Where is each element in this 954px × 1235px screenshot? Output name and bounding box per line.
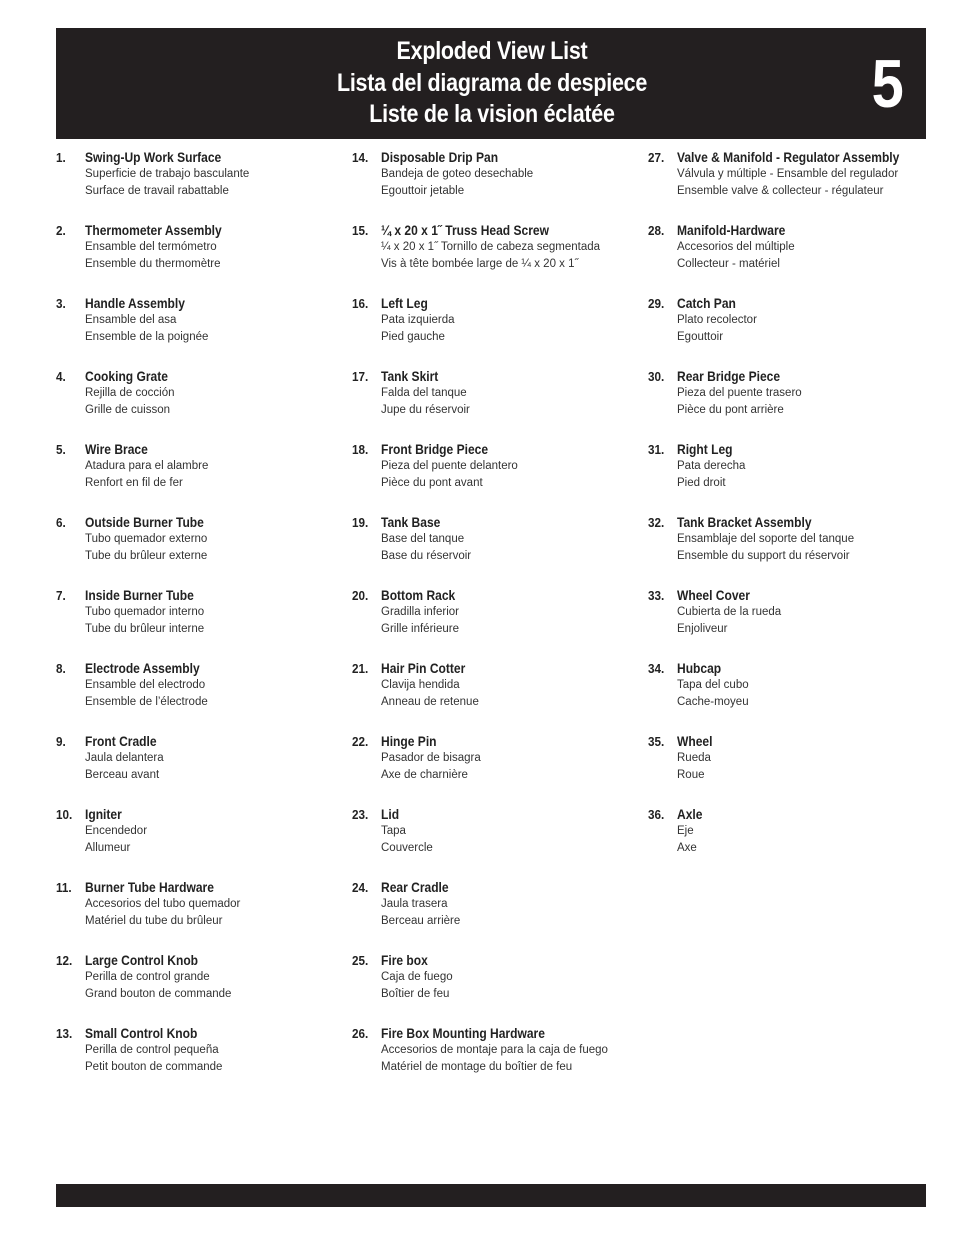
- part-name-spanish: Falda del tanque: [381, 387, 467, 399]
- part-number: 19.: [352, 515, 369, 530]
- part-text-group: [381, 149, 641, 199]
- part-text-group: [85, 1025, 345, 1075]
- part-name-french: Vis à tête bombée large de ¼ x 20 x 1˝: [381, 257, 579, 270]
- part-name-spanish: Cubierta de la rueda: [677, 606, 782, 618]
- part-name-spanish: Clavija hendida: [381, 679, 460, 691]
- part-name-french: Petit bouton de commande: [85, 1060, 223, 1073]
- part-number: 30.: [648, 369, 665, 384]
- part-name-french: Tube du brûleur interne: [85, 622, 205, 635]
- part-name-spanish: Accesorios del tubo quemador: [85, 898, 241, 910]
- part-name-spanish: Válvula y múltiple - Ensamble del regulador: [677, 168, 899, 180]
- part-name-french: Matériel du tube du brûleur: [85, 914, 223, 927]
- part-name-english: Manifold-Hardware: [677, 222, 786, 238]
- part-name-french: Tube du brûleur externe: [85, 549, 208, 562]
- part-name-french: Egouttoir jetable: [381, 184, 465, 197]
- part-name-french: Surface de travail rabattable: [85, 184, 229, 197]
- part-number: 28.: [648, 223, 665, 238]
- part-text-group: [677, 733, 937, 783]
- part-number: 10.: [56, 807, 73, 822]
- part-name-spanish: Tapa del cubo: [677, 679, 749, 691]
- part-name-english: Disposable Drip Pan: [381, 149, 499, 165]
- part-name-spanish: Pata izquierda: [381, 314, 455, 326]
- part-name-french: Berceau avant: [85, 768, 160, 781]
- part-name-spanish: Pieza del puente delantero: [381, 460, 518, 472]
- part-name-french: Pied gauche: [381, 330, 445, 343]
- part-name-french: Base du réservoir: [381, 549, 472, 562]
- part-name-english: Outside Burner Tube: [85, 514, 204, 530]
- part-name-spanish: Superficie de trabajo basculante: [85, 168, 250, 180]
- part-name-spanish: Ensamble del termómetro: [85, 241, 217, 253]
- part-name-spanish: Tapa: [381, 825, 406, 837]
- part-name-spanish: Ensamblaje del soporte del tanque: [677, 533, 855, 545]
- part-number: 3.: [56, 296, 66, 311]
- part-text-group: [85, 879, 345, 929]
- part-name-french: Roue: [677, 768, 705, 781]
- part-name-french: Collecteur - matériel: [677, 257, 780, 270]
- part-text-group: [677, 441, 937, 491]
- part-name-spanish: Rueda: [677, 752, 711, 764]
- part-name-spanish: ¼ x 20 x 1˝ Tornillo de cabeza segmentada: [381, 241, 601, 253]
- part-number: 36.: [648, 807, 665, 822]
- part-name-french: Couvercle: [381, 841, 433, 854]
- part-name-english: Left Leg: [381, 295, 428, 311]
- part-name-french: Enjoliveur: [677, 622, 728, 635]
- part-name-english: Valve & Manifold - Regulator Assembly: [677, 149, 900, 165]
- part-name-english: Bottom Rack: [381, 587, 456, 603]
- part-number: 20.: [352, 588, 369, 603]
- part-number: 4.: [56, 369, 66, 384]
- part-name-english: Front Bridge Piece: [381, 441, 489, 457]
- part-text-group: [677, 222, 937, 272]
- part-text-group: [85, 660, 345, 710]
- part-name-english: Wheel Cover: [677, 587, 750, 603]
- part-text-group: [381, 806, 641, 856]
- part-text-group: [85, 149, 345, 199]
- part-name-english: Rear Cradle: [381, 879, 449, 895]
- part-text-group: [677, 149, 937, 199]
- part-number: 35.: [648, 734, 665, 749]
- part-number: 8.: [56, 661, 66, 676]
- part-name-english: Small Control Knob: [85, 1025, 198, 1041]
- part-number: 7.: [56, 588, 66, 603]
- part-name-spanish: Accesorios de montaje para la caja de fuego: [381, 1044, 608, 1056]
- part-text-group: [85, 368, 345, 418]
- part-number: 1.: [56, 150, 66, 165]
- part-name-english: Lid: [381, 806, 400, 822]
- part-number: 18.: [352, 442, 369, 457]
- part-number: 23.: [352, 807, 369, 822]
- part-name-french: Ensemble valve & collecteur - régulateur: [677, 184, 884, 197]
- part-number: 13.: [56, 1026, 73, 1041]
- part-name-english: Tank Base: [381, 514, 441, 530]
- part-text-group: [677, 368, 937, 418]
- part-text-group: [85, 514, 345, 564]
- part-name-spanish: Jaula delantera: [85, 752, 164, 764]
- part-name-spanish: Pata derecha: [677, 460, 746, 472]
- part-name-english: Rear Bridge Piece: [677, 368, 781, 384]
- part-number: 14.: [352, 150, 369, 165]
- part-text-group: [677, 295, 937, 345]
- part-name-french: Jupe du réservoir: [381, 403, 470, 416]
- part-name-english: Hair Pin Cotter: [381, 660, 466, 676]
- part-name-french: Pièce du pont avant: [381, 476, 483, 489]
- part-text-group: [381, 587, 641, 637]
- part-name-english: Cooking Grate: [85, 368, 168, 384]
- part-name-spanish: Pieza del puente trasero: [677, 387, 802, 399]
- part-text-group: [381, 1025, 641, 1075]
- part-name-french: Cache-moyeu: [677, 695, 749, 708]
- part-number: 16.: [352, 296, 369, 311]
- header-titles: [56, 36, 928, 131]
- part-name-english: Burner Tube Hardware: [85, 879, 214, 895]
- part-name-english: Hinge Pin: [381, 733, 437, 749]
- part-number: 5.: [56, 442, 66, 457]
- part-name-french: Pièce du pont arrière: [677, 403, 784, 416]
- part-name-french: Pied droit: [677, 476, 726, 489]
- footer-bar: [56, 1184, 926, 1207]
- part-name-english: Inside Burner Tube: [85, 587, 194, 603]
- title-french: Liste de la vision éclatée: [369, 100, 615, 128]
- part-name-spanish: Perilla de control pequeña: [85, 1044, 219, 1056]
- part-number: 34.: [648, 661, 665, 676]
- part-number: 2.: [56, 223, 66, 238]
- title-spanish: Lista del diagrama de despiece: [336, 68, 648, 97]
- title-english: Exploded View List: [396, 37, 588, 65]
- part-name-spanish: Bandeja de goteo desechable: [381, 168, 534, 180]
- part-name-english: Front Cradle: [85, 733, 157, 749]
- part-name-english: Axle: [677, 806, 703, 822]
- part-text-group: [381, 660, 641, 710]
- part-name-french: Renfort en fil de fer: [85, 476, 183, 489]
- part-text-group: [677, 806, 937, 856]
- part-text-group: [381, 952, 641, 1002]
- part-name-spanish: Pasador de bisagra: [381, 752, 481, 764]
- part-number: 15.: [352, 223, 369, 238]
- part-name-spanish: Tubo quemador externo: [85, 533, 208, 545]
- part-text-group: [381, 222, 641, 272]
- part-name-french: Egouttoir: [677, 330, 724, 343]
- part-name-english: Handle Assembly: [85, 295, 185, 311]
- part-name-french: Boîtier de feu: [381, 987, 450, 1000]
- part-text-group: [85, 587, 345, 637]
- part-name-french: Matériel de montage du boîtier de feu: [381, 1060, 573, 1073]
- part-name-spanish: Base del tanque: [381, 533, 465, 545]
- part-name-spanish: Gradilla inferior: [381, 606, 459, 618]
- part-name-english: Igniter: [85, 806, 122, 822]
- part-number: 27.: [648, 150, 665, 165]
- part-name-english: Hubcap: [677, 660, 722, 676]
- page-header: [56, 28, 926, 139]
- part-name-spanish: Ensamble del electrodo: [85, 679, 206, 691]
- part-number: 26.: [352, 1026, 369, 1041]
- part-name-spanish: Caja de fuego: [381, 971, 453, 983]
- part-number: 29.: [648, 296, 665, 311]
- part-number: 17.: [352, 369, 369, 384]
- part-name-english: Large Control Knob: [85, 952, 199, 968]
- part-text-group: [381, 295, 641, 345]
- part-name-french: Anneau de retenue: [381, 695, 479, 708]
- part-name-french: Ensemble du support du réservoir: [677, 549, 850, 562]
- part-text-group: [677, 587, 937, 637]
- part-number: 24.: [352, 880, 369, 895]
- part-name-english: Thermometer Assembly: [85, 222, 222, 238]
- part-name-french: Ensemble du thermomètre: [85, 257, 221, 270]
- part-text-group: [85, 952, 345, 1002]
- part-text-group: [85, 733, 345, 783]
- part-name-spanish: Perilla de control grande: [85, 971, 210, 983]
- part-name-english: Wire Brace: [85, 441, 148, 457]
- part-name-french: Grand bouton de commande: [85, 987, 232, 1000]
- part-text-group: [381, 368, 641, 418]
- part-name-french: Ensemble de l’électrode: [85, 695, 208, 708]
- part-number: 9.: [56, 734, 66, 749]
- part-text-group: [381, 879, 641, 929]
- part-name-english: Wheel: [677, 733, 713, 749]
- part-name-french: Allumeur: [85, 841, 131, 854]
- part-text-group: [85, 295, 345, 345]
- part-number: 31.: [648, 442, 665, 457]
- part-name-spanish: Jaula trasera: [381, 898, 448, 910]
- part-name-french: Grille inférieure: [381, 622, 459, 635]
- part-name-english: Right Leg: [677, 441, 733, 457]
- part-text-group: [381, 441, 641, 491]
- part-number: 33.: [648, 588, 665, 603]
- part-text-group: [381, 733, 641, 783]
- part-name-english: Fire box: [381, 952, 428, 968]
- part-name-english: Catch Pan: [677, 295, 736, 311]
- part-name-spanish: Rejilla de cocción: [85, 387, 175, 399]
- part-name-french: Axe de charnière: [381, 768, 468, 781]
- part-number: 22.: [352, 734, 369, 749]
- part-name-french: Berceau arrière: [381, 914, 461, 927]
- part-name-spanish: Eje: [677, 825, 694, 837]
- page-number: 5: [871, 46, 904, 122]
- part-number: 11.: [56, 880, 72, 895]
- part-name-spanish: Atadura para el alambre: [85, 460, 209, 472]
- part-name-french: Grille de cuisson: [85, 403, 171, 416]
- part-number: 12.: [56, 953, 73, 968]
- part-name-english: Tank Bracket Assembly: [677, 514, 812, 530]
- part-name-english: Electrode Assembly: [85, 660, 200, 676]
- part-text-group: [85, 222, 345, 272]
- part-name-english: Fire Box Mounting Hardware: [381, 1025, 545, 1041]
- part-name-english: Swing-Up Work Surface: [85, 149, 222, 165]
- part-number: 6.: [56, 515, 66, 530]
- part-text-group: [85, 441, 345, 491]
- part-name-french: Axe: [677, 841, 697, 854]
- part-text-group: [85, 806, 345, 856]
- part-name-spanish: Plato recolector: [677, 314, 757, 326]
- part-text-group: [677, 660, 937, 710]
- part-name-english: ¼ x 20 x 1˝ Truss Head Screw: [381, 222, 549, 238]
- part-name-spanish: Encendedor: [85, 825, 148, 837]
- part-name-spanish: Accesorios del múltiple: [677, 241, 795, 253]
- part-name-english: Tank Skirt: [381, 368, 439, 384]
- part-number: 21.: [352, 661, 369, 676]
- part-text-group: [677, 514, 937, 564]
- part-name-spanish: Ensamble del asa: [85, 314, 177, 326]
- part-name-french: Ensemble de la poignée: [85, 330, 209, 343]
- part-text-group: [381, 514, 641, 564]
- part-number: 32.: [648, 515, 665, 530]
- part-name-spanish: Tubo quemador interno: [85, 606, 205, 618]
- part-number: 25.: [352, 953, 369, 968]
